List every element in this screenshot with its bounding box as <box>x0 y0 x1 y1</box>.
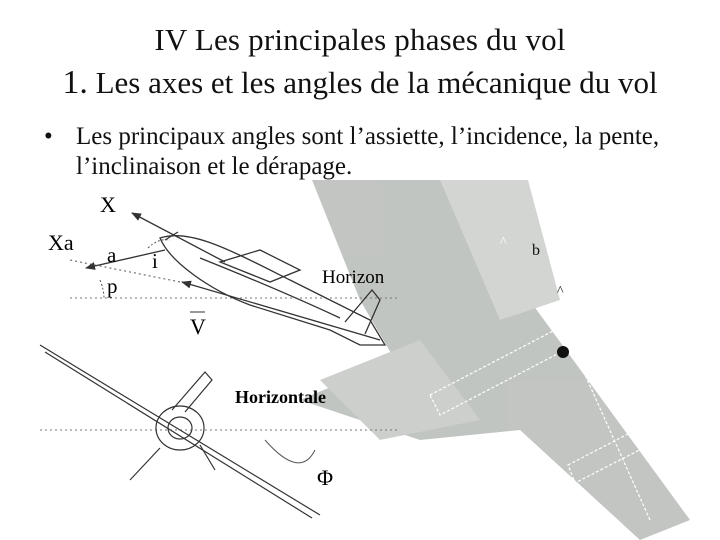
aircraft-front-view <box>40 345 320 518</box>
label-phi: Φ <box>317 465 334 490</box>
label-v: V <box>190 314 206 339</box>
bank-angle-arc <box>265 440 315 463</box>
label-xa: Xa <box>48 230 74 255</box>
title-subtitle: Les axes et les angles de la mécanique du vol <box>87 65 658 100</box>
bullet-text: Les principaux angles sont l’assiette, l’incidence, la pente, l’inclinaison et le dérapage. <box>76 123 660 180</box>
slide-title-line1: IV Les principales phases du vol <box>154 22 566 57</box>
flight-mechanics-diagram <box>0 180 720 540</box>
label-v-right: V <box>580 275 592 292</box>
caret-1: ^ <box>557 229 564 244</box>
angle-arc-p <box>100 280 104 298</box>
center-of-gravity <box>557 346 569 358</box>
label-i: i <box>152 249 158 273</box>
velocity-vector-dotted <box>70 260 180 282</box>
title-number: 1. <box>62 64 88 101</box>
label-a: a <box>107 243 117 267</box>
caret-3: ^ <box>557 284 564 299</box>
label-p: p <box>107 274 118 298</box>
label-x: X <box>100 192 116 217</box>
label-horizontale: Horizontale <box>235 387 326 407</box>
slide-title-line2 <box>0 64 720 102</box>
jet-silhouette <box>300 180 690 540</box>
angle-arc-i <box>148 240 170 248</box>
caret-2: ^ <box>500 235 507 250</box>
bullet-item <box>44 122 664 182</box>
label-horizon: Horizon <box>322 267 385 288</box>
velocity-vector <box>182 282 380 340</box>
bullet-dot: • <box>44 123 53 150</box>
label-b: b <box>532 242 540 259</box>
